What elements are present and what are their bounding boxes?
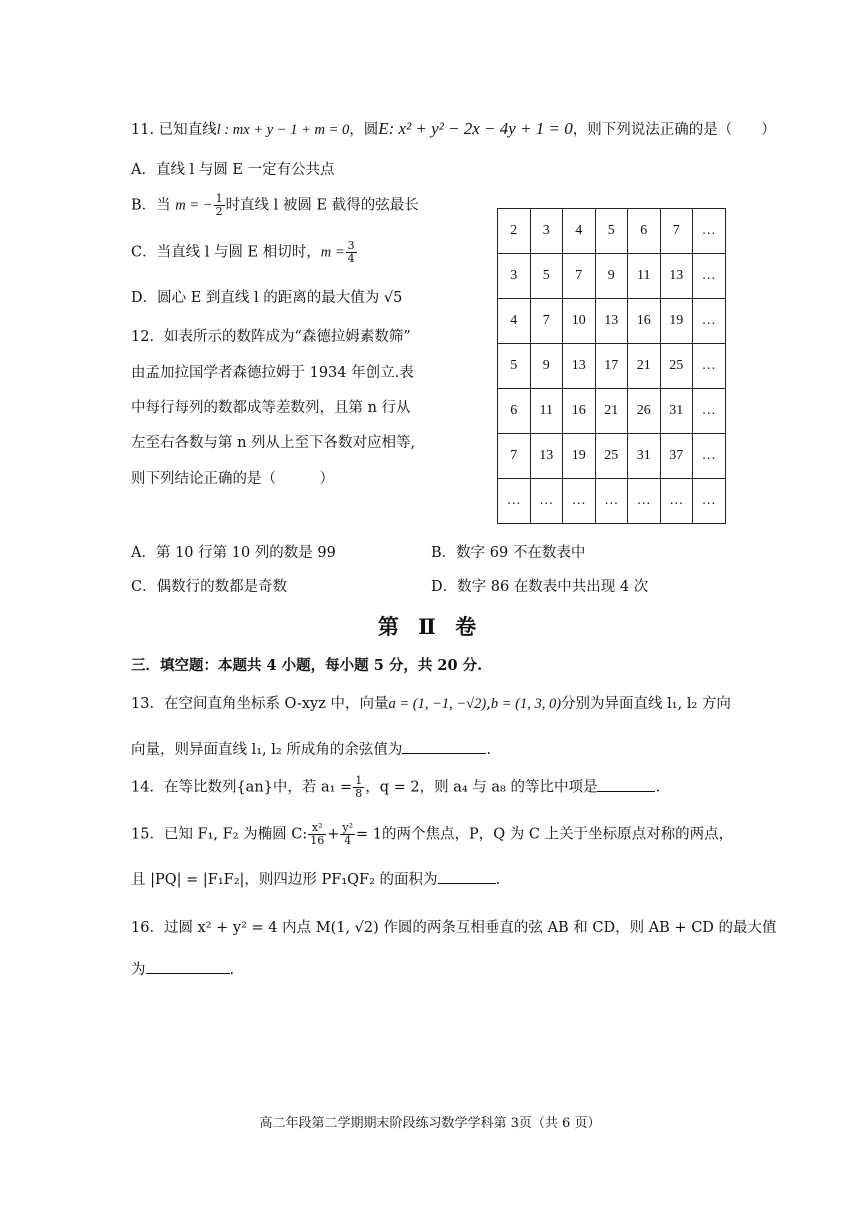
q16-line-1: 16．过圆 x² + y² = 4 内点 M(1, √2) 作圆的两条互相垂直的弦 AB 和 CD，则 AB + CD 的最大值	[131, 920, 777, 936]
table-cell: 13	[530, 434, 563, 479]
table-cell: …	[563, 479, 596, 524]
table-cell: 19	[563, 434, 596, 479]
q12-option-d: D．数字 86 在数表中共出现 4 次	[431, 579, 649, 595]
q12-line-2: 由孟加拉国学者森德拉姆于 1934 年创立.表	[131, 365, 414, 381]
answer-blank	[402, 739, 486, 754]
table-cell: …	[693, 209, 726, 254]
q12-line-1: 12．如表所示的数阵成为“森德拉姆素数筛”	[131, 329, 411, 345]
table-cell: 5	[595, 209, 628, 254]
table-cell: 7	[660, 209, 693, 254]
table-cell: 17	[595, 344, 628, 389]
table-cell: 11	[628, 254, 661, 299]
table-cell: …	[693, 434, 726, 479]
table-cell: 4	[563, 209, 596, 254]
table-cell: 6	[498, 389, 531, 434]
table-cell: 7	[563, 254, 596, 299]
answer-blank	[597, 777, 655, 792]
q12-option-a: A．第 10 行第 10 列的数是 99	[131, 545, 336, 561]
fraction-one-eighth: $\frac{1}{8}$	[355, 774, 363, 800]
table-cell: …	[693, 479, 726, 524]
table-cell: 7	[498, 434, 531, 479]
q13-line-1: 13．在空间直角坐标系 O-xyz 中，向量a = (1, −1, −√2),b = (1, 3, 0)分别为异面直线 l₁, l₂ 方向	[131, 696, 731, 712]
fraction-y-squared: $\frac{\text{y²}}{4}$	[342, 821, 354, 847]
table-cell: 25	[660, 344, 693, 389]
table-cell: 2	[498, 209, 531, 254]
section-heading: 三．填空题：本题共 4 小题，每小题 5 分，共 20 分.	[131, 657, 483, 674]
table-cell: 13	[660, 254, 693, 299]
q11-option-a: A．直线 l 与圆 E 一定有公共点	[131, 162, 335, 178]
q12-option-c: C．偶数行的数都是奇数	[131, 579, 288, 595]
table-cell: 31	[660, 389, 693, 434]
q11-option-b: B．当 m = − $\frac{1}{2}$ 时直线 l 被圆 E 截得的弦最长	[131, 192, 419, 218]
table-cell: …	[498, 479, 531, 524]
q11-option-d: D．圆心 E 到直线 l 的距离的最大值为 √5	[131, 290, 403, 306]
table-cell: 19	[660, 299, 693, 344]
q14-line: 14．在等比数列{an}中，若 a₁ = $\frac{1}{8}$ ，q = 2，则 a₄ 与 a₈ 的等比中项是 .	[131, 774, 661, 800]
table-row	[498, 344, 726, 389]
fraction-three-quarters: $\frac{3}{4}$	[347, 239, 355, 265]
fraction-one-half: $\frac{1}{2}$	[215, 192, 223, 218]
q15-line-1: 15．已知 F₁, F₂ 为椭圆 C: $\frac{\text{x²}}{16}$ + $\frac{\text{y²}}{4}$ = 1的两个焦点，P，Q 为 C 上关于坐标原点对称的两点，	[131, 821, 734, 847]
table-cell: 25	[595, 434, 628, 479]
q13-line-2: 向量，则异面直线 l₁, l₂ 所成角的余弦值为 .	[131, 738, 491, 759]
q15-line-2: 且 |PQ| = |F₁F₂|，则四边形 PF₁QF₂ 的面积为 .	[131, 868, 500, 889]
table-cell: 3	[530, 209, 563, 254]
table-row	[498, 479, 726, 524]
table-cell: 9	[530, 344, 563, 389]
table-cell: 13	[595, 299, 628, 344]
table-cell: 6	[628, 209, 661, 254]
q12-line-4: 左至右各数与第 n 列从上至下各数对应相等,	[131, 435, 416, 451]
q16-line-2: 为 .	[131, 958, 234, 979]
table-cell: …	[693, 344, 726, 389]
table-row	[498, 434, 726, 479]
answer-blank	[146, 959, 230, 974]
table-cell: 21	[628, 344, 661, 389]
q11-stem: 11. 已知直线l : mx + y − 1 + m = 0，圆E: x² + y² − 2x − 4y + 1 = 0，则下列说法正确的是（ ）	[131, 119, 776, 138]
table-row	[498, 254, 726, 299]
table-row	[498, 389, 726, 434]
table-cell: 5	[530, 254, 563, 299]
table-cell: …	[660, 479, 693, 524]
table-cell: 7	[530, 299, 563, 344]
table-cell: 5	[498, 344, 531, 389]
table-row	[498, 299, 726, 344]
table-cell: 16	[628, 299, 661, 344]
sundaram-table	[497, 208, 726, 524]
table-cell: …	[693, 299, 726, 344]
table-cell: 3	[498, 254, 531, 299]
q11-option-c: C．当直线 l 与圆 E 相切时，m = $\frac{3}{4}$	[131, 239, 355, 265]
table-cell: 16	[563, 389, 596, 434]
q12-option-b: B．数字 69 不在数表中	[431, 545, 586, 561]
table-cell: …	[530, 479, 563, 524]
table-cell: 11	[530, 389, 563, 434]
q12-line-5: 则下列结论正确的是（ ）	[131, 471, 334, 487]
table-cell: 21	[595, 389, 628, 434]
table-cell: 37	[660, 434, 693, 479]
fraction-x-squared: $\frac{\text{x²}}{16}$	[310, 821, 325, 847]
table-cell: 10	[563, 299, 596, 344]
table-cell: …	[693, 254, 726, 299]
table-row	[498, 209, 726, 254]
table-cell: …	[628, 479, 661, 524]
page-footer: 高二年段第二学期期末阶段练习数学学科第 3页（共 6 页）	[259, 1116, 601, 1131]
table-cell: …	[693, 389, 726, 434]
q12-line-3: 中每行每列的数都成等差数列，且第 n 行从	[131, 400, 411, 416]
table-cell: 9	[595, 254, 628, 299]
section-title: 第 Ⅱ 卷	[377, 614, 483, 639]
answer-blank	[438, 869, 496, 884]
table-cell: 4	[498, 299, 531, 344]
table-cell: …	[595, 479, 628, 524]
table-cell: 31	[628, 434, 661, 479]
table-cell: 13	[563, 344, 596, 389]
table-cell: 26	[628, 389, 661, 434]
